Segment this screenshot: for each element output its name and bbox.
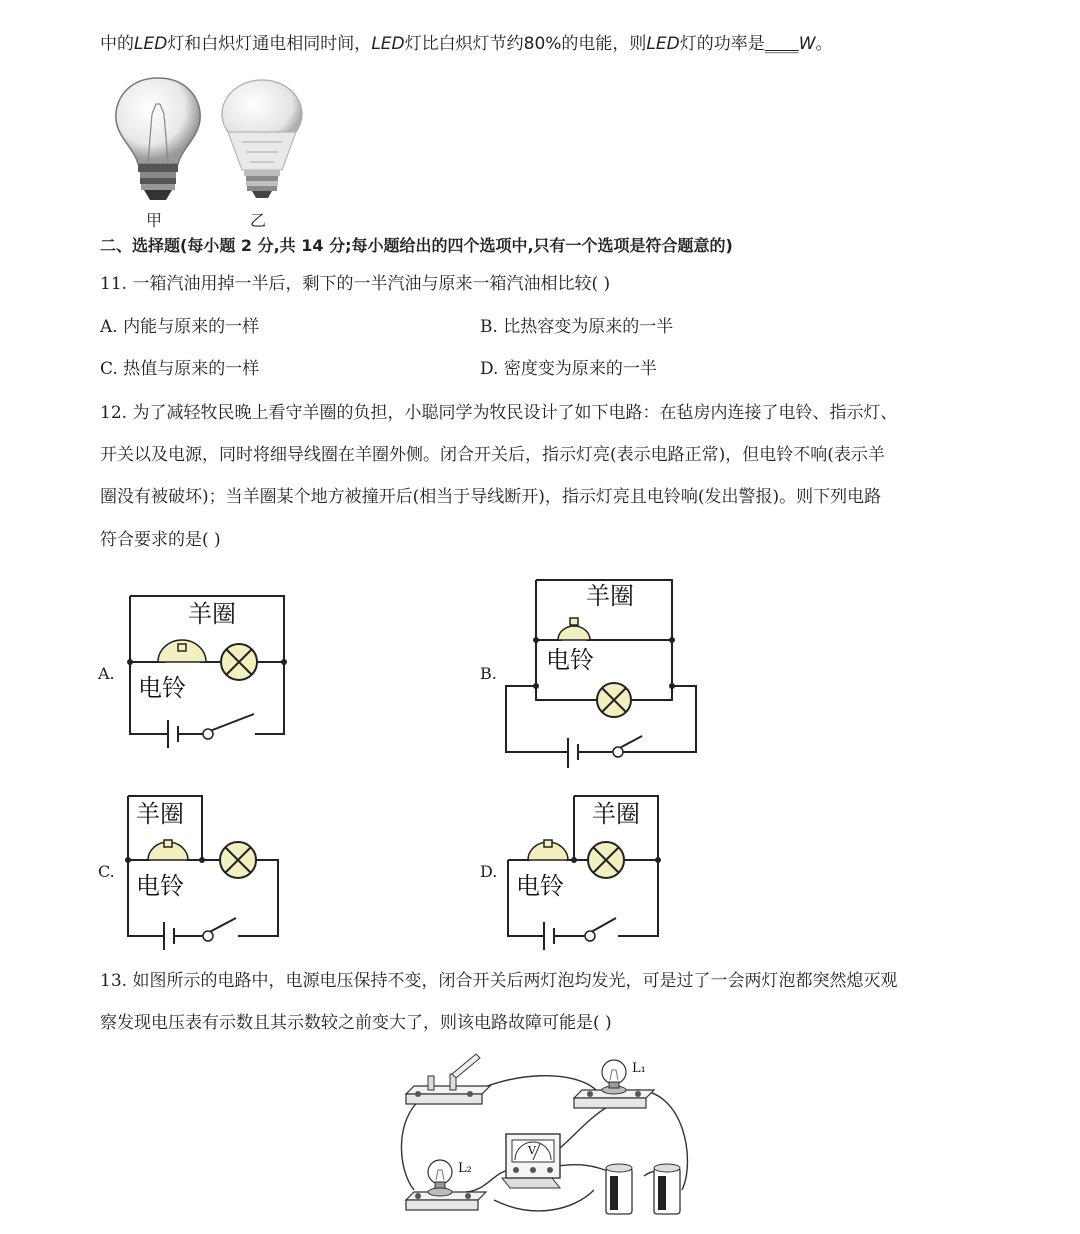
q10-text-5: 灯的功率是	[679, 34, 765, 54]
battery-icon-2	[654, 1164, 680, 1214]
circuit-diagram-a	[120, 588, 295, 748]
q13-l2-label: L₂	[458, 1161, 472, 1176]
q13-voltmeter-label: V	[528, 1144, 536, 1157]
led-bulb-icon	[216, 76, 308, 200]
q10-answer-blank: ____	[764, 34, 799, 54]
q10-text-1: 中的	[100, 34, 134, 54]
q12-line-1: 12. 为了减轻牧民晚上看守羊圈的负担，小聪同学为牧民设计了如下电路：在毡房内连接了电铃、指示灯、	[100, 403, 898, 423]
q12-line-3: 圈没有被破坏)；当羊圈某个地方被撞开后(相当于导线断开)，指示灯亮且电铃响(发出警报)。则下列电路	[100, 487, 882, 507]
q13-line-1: 13. 如图所示的电路中，电源电压保持不变，闭合开关后两灯泡均发光，可是过了一会两灯泡都突然熄灭观	[100, 971, 898, 991]
incandescent-bulb-icon	[108, 74, 208, 204]
circuit-diagram-d	[500, 790, 670, 950]
q10-led-1: LED	[134, 34, 168, 54]
label-yi: 乙	[249, 211, 266, 230]
q10-led-2: LED	[371, 34, 405, 54]
q11-option-c: C. 热值与原来的一样	[100, 359, 260, 379]
section-title: 二、选择题(每小题 2 分,共 14 分;每小题给出的四个选项中,只有一个选项是符合题意的)	[100, 236, 733, 255]
q13-physical-circuit	[384, 1050, 714, 1226]
q10-led-3: LED	[646, 34, 680, 54]
q10-percent: 80%	[523, 34, 562, 54]
circuit-c-yangjuan-label: 羊圈	[136, 800, 184, 828]
circuit-c-dianling-label: 电铃	[136, 872, 184, 900]
circuit-a-yangjuan-label: 羊圈	[188, 600, 236, 628]
q11-option-d: D. 密度变为原来的一半	[480, 359, 657, 379]
q13-l1-label: L₁	[632, 1061, 646, 1076]
q11-option-b: B. 比热容变为原来的一半	[480, 317, 674, 337]
circuit-diagram-c	[120, 790, 285, 950]
circuit-d-dianling-label: 电铃	[516, 872, 564, 900]
q10-unit: W	[798, 34, 816, 54]
circuit-b-dianling-label: 电铃	[546, 646, 594, 674]
circuit-b-yangjuan-label: 羊圈	[586, 582, 634, 610]
q12-line-2: 开关以及电源，同时将细导线圈在羊圈外侧。闭合开关后，指示灯亮(表示电路正常)，但电铃不响(表示羊	[100, 445, 885, 465]
battery-icon	[606, 1164, 632, 1214]
circuit-a-dianling-label: 电铃	[138, 674, 186, 702]
q10-text-3: 灯比白炽灯节约	[404, 34, 524, 54]
q12-option-c-label: C.	[98, 862, 115, 881]
q12-option-d-label: D.	[480, 862, 498, 881]
q10-end: 。	[815, 34, 833, 54]
circuit-diagram-b	[500, 574, 705, 774]
q13-line-2: 察发现电压表有示数且其示数较之前变大了，则该电路故障可能是( )	[100, 1013, 612, 1033]
q12-option-a-label: A.	[98, 664, 115, 683]
q11-option-a: A. 内能与原来的一样	[100, 317, 260, 337]
q10-text-line	[100, 34, 833, 54]
q12-line-4: 符合要求的是( )	[100, 530, 221, 550]
label-jia: 甲	[145, 211, 162, 230]
q10-text-4: 的电能，则	[561, 34, 647, 54]
circuit-d-yangjuan-label: 羊圈	[592, 800, 640, 828]
q11-stem: 11. 一箱汽油用掉一半后，剩下的一半汽油与原来一箱汽油相比较( )	[100, 274, 611, 294]
q12-option-b-label: B.	[480, 664, 497, 683]
q10-text-2: 灯和白炽灯通电相同时间，	[167, 34, 372, 54]
